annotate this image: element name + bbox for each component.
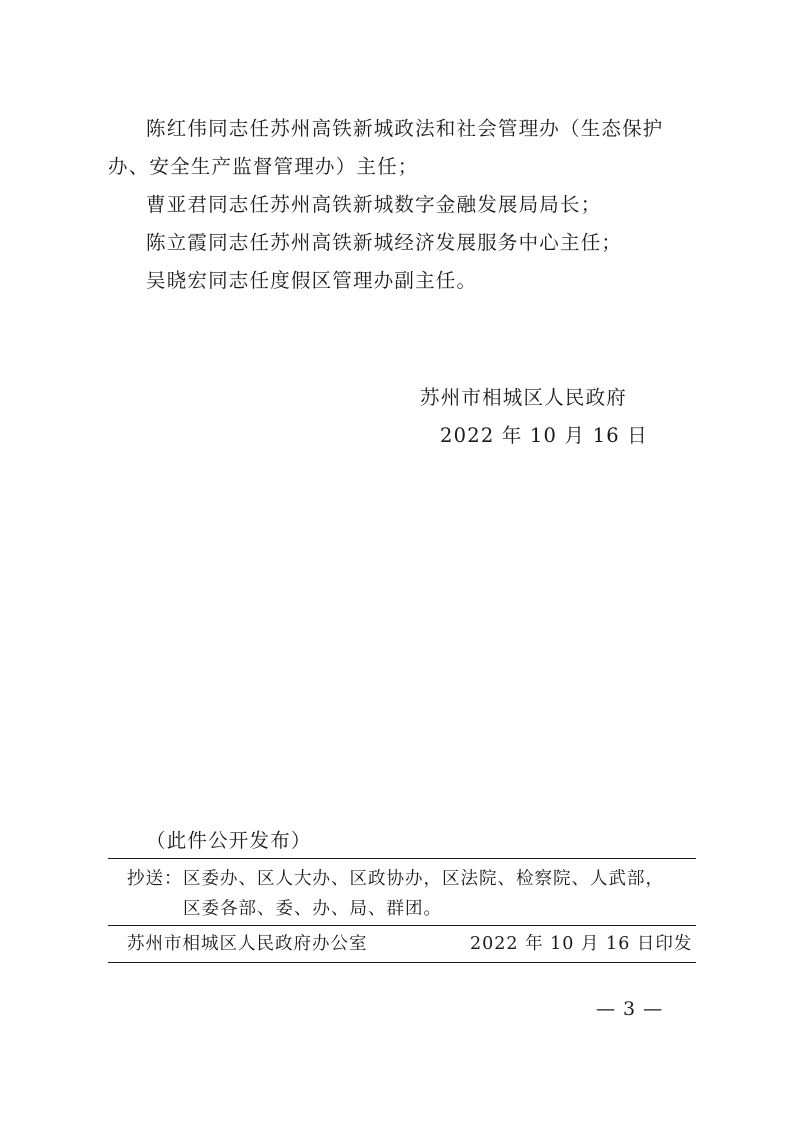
appointment-paragraph-2: 曹亚君同志任苏州高铁新城数字金融发展局局长； [146, 193, 602, 216]
issuing-office: 苏州市相城区人民政府办公室 [127, 934, 368, 954]
divider-top [108, 858, 696, 859]
cc-label: 抄送： [127, 869, 183, 889]
divider-bottom [108, 962, 696, 963]
signature-organization: 苏州市相城区人民政府 [420, 386, 628, 409]
cc-recipients-line-1: 区委办、区人大办、区政协办，区法院、检察院、人武部， [183, 869, 664, 889]
issue-date: 2022 年 10 月 16 日印发 [470, 934, 693, 954]
appointment-paragraph-3: 陈立霞同志任苏州高铁新城经济发展服务中心主任； [146, 231, 623, 254]
page-number: — 3 — [596, 998, 664, 1020]
appointment-paragraph-4: 吴晓宏同志任度假区管理办副主任。 [146, 269, 478, 292]
signature-date: 2022 年 10 月 16 日 [440, 424, 648, 447]
public-release-note: （此件公开发布） [146, 829, 312, 852]
cc-recipients-line-2: 区委各部、委、办、局、群团。 [183, 899, 442, 919]
divider-middle [108, 925, 696, 926]
appointment-paragraph-1: 陈红伟同志任苏州高铁新城政法和社会管理办（生态保护办、安全生产监督管理办）主任； [108, 117, 664, 178]
